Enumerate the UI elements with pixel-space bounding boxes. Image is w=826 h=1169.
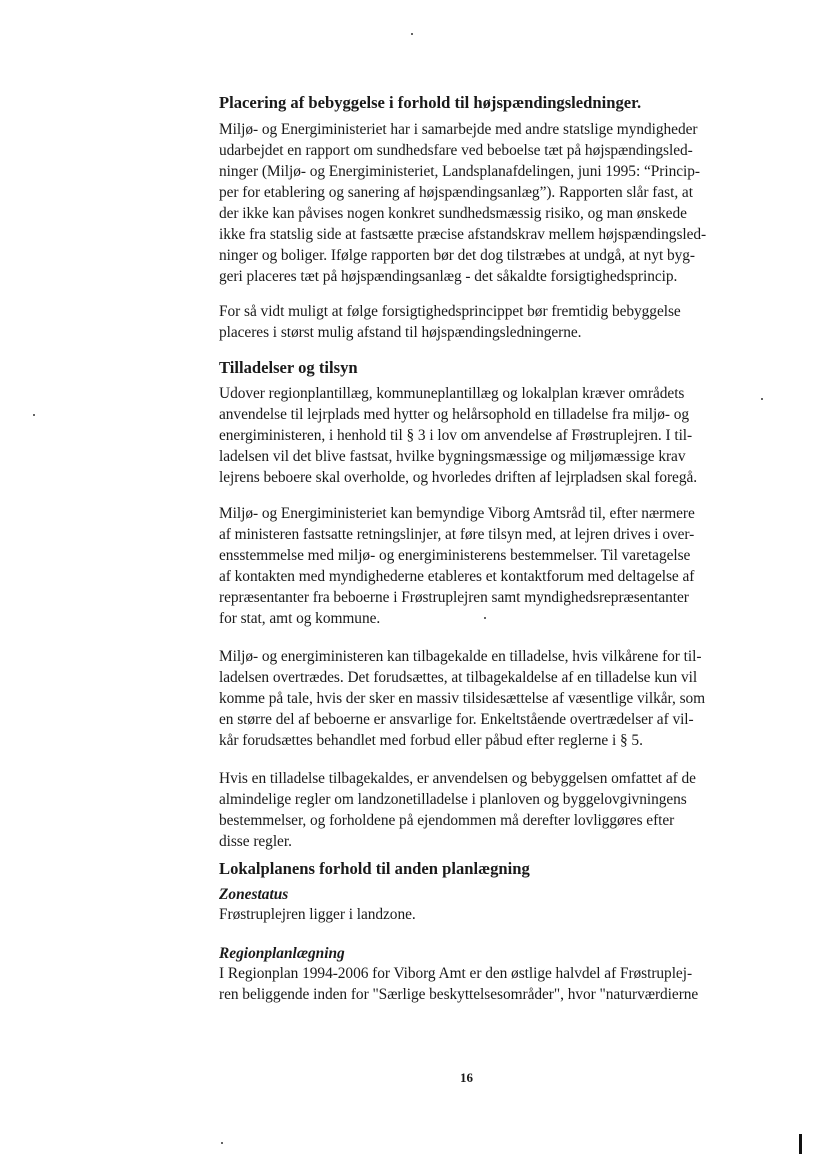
paragraph-line: lejrens beboere skal overholde, og hvorledes driften af lejrpladsen skal foregå.	[219, 469, 698, 486]
paragraph-line: anvendelse til lejrplads med hytter og helårsophold en tilladelse fra miljø- og	[219, 406, 690, 423]
scan-speck	[33, 414, 35, 416]
scan-speck	[411, 33, 413, 35]
paragraph-line: ninger (Miljø- og Energiministeriet, Landsplanafdelingen, juni 1995: “Princip-	[219, 163, 700, 180]
paragraph-line: for stat, amt og kommune.	[219, 610, 381, 627]
paragraph-line: Miljø- og Energiministeriet har i samarbejde med andre statslige myndigheder	[219, 121, 698, 138]
paragraph-line: udarbejdet en rapport om sundhedsfare ved beboelse tæt på højspændingsled-	[219, 142, 693, 159]
paragraph-line: ikke fra statslig side at fastsætte præcise afstandskrav mellem højspændingsled-	[219, 226, 707, 243]
paragraph-line: disse regler.	[219, 833, 292, 850]
paragraph-line: komme på tale, hvis der sker en massiv tilsidesættelse af væsentlige vilkår, som	[219, 690, 706, 707]
paragraph-line: Frøstruplejren ligger i landzone.	[219, 906, 416, 923]
section-heading-lokalplan: Lokalplanens forhold til anden planlægning	[219, 859, 530, 878]
page-number: 16	[460, 1070, 473, 1085]
paragraph-line: Udover regionplantillæg, kommuneplantillæg og lokalplan kræver områdets	[219, 385, 685, 402]
subheading-zonestatus: Zonestatus	[219, 886, 289, 903]
paragraph-line: en større del af beboerne er ansvarlige for. Enkeltstående overtrædelser af vil-	[219, 711, 694, 728]
paragraph-line: af kontakten med myndighederne etableres et kontaktforum med deltagelse af	[219, 568, 695, 585]
paragraph-line: Hvis en tilladelse tilbagekaldes, er anvendelsen og bebyggelsen omfattet af de	[219, 770, 696, 787]
paragraph-line: repræsentanter fra beboerne i Frøstruplejren samt myndighedsrepræsentanter	[219, 589, 689, 606]
scan-speck	[221, 1142, 223, 1144]
paragraph-line: af ministeren fastsatte retningslinjer, at føre tilsyn med, at lejren drives i over-	[219, 526, 695, 543]
scan-speck	[484, 617, 486, 619]
subheading-regionplanlaegning: Regionplanlægning	[219, 945, 345, 962]
paragraph-line: ninger og boliger. Ifølge rapporten bør det dog tilstræbes at undgå, at nyt byg-	[219, 247, 695, 264]
paragraph-line: bestemmelser, og forholdene på ejendommen må derefter lovliggøres efter	[219, 812, 675, 829]
scan-speck	[761, 398, 763, 400]
paragraph-line: I Regionplan 1994-2006 for Viborg Amt er den østlige halvdel af Frøstruplej-	[219, 965, 693, 982]
paragraph-line: energiministeren, i henhold til § 3 i lov om anvendelse af Frøstruplejren. I til-	[219, 427, 693, 444]
paragraph-line: geri placeres tæt på højspændingsanlæg - det såkaldte forsigtighedsprincip.	[219, 268, 678, 285]
section-heading-tilladelser: Tilladelser og tilsyn	[219, 358, 358, 377]
paragraph-line: ladelsen vil det blive fastsat, hvilke bygningsmæssige og miljømæssige krav	[219, 448, 686, 465]
paragraph-line: der ikke kan påvises nogen konkret sundhedsmæssig risiko, og man ønskede	[219, 205, 687, 222]
paragraph-line: Miljø- og Energiministeriet kan bemyndige Viborg Amtsråd til, efter nærmere	[219, 505, 695, 522]
paragraph-line: almindelige regler om landzonetilladelse i planloven og byggelovgivningens	[219, 791, 687, 808]
paragraph-line: per for etablering og sanering af højspændingsanlæg”). Rapporten slår fast, at	[219, 184, 693, 201]
scan-edge-mark	[799, 1134, 802, 1154]
section-heading-placering: Placering af bebyggelse i forhold til højspændingsledninger.	[219, 93, 642, 112]
paragraph-line: ensstemmelse med miljø- og energiministerens bestemmelser. Til varetagelse	[219, 547, 691, 564]
paragraph-line: ren beliggende inden for "Særlige beskyttelsesområder", hvor "naturværdierne	[219, 986, 699, 1003]
paragraph-line: kår forudsættes behandlet med forbud eller påbud efter reglerne i § 5.	[219, 732, 643, 749]
paragraph-line: placeres i størst mulig afstand til højspændingsledningerne.	[219, 324, 582, 341]
paragraph-line: Miljø- og energiministeren kan tilbagekalde en tilladelse, hvis vilkårene for til-	[219, 648, 702, 665]
paragraph-line: ladelsen overtrædes. Det forudsættes, at tilbagekaldelse af en tilladelse kun vil	[219, 669, 698, 686]
paragraph-line: For så vidt muligt at følge forsigtighedsprincippet bør fremtidig bebyggelse	[219, 303, 681, 320]
